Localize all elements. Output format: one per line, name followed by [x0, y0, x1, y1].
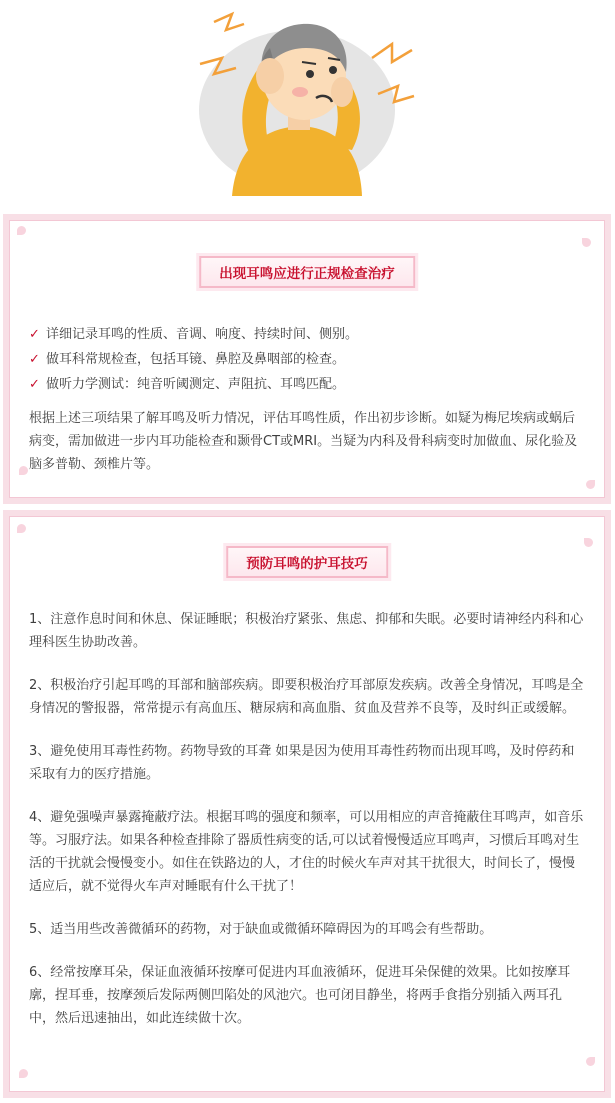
- petal-decoration: [19, 466, 28, 475]
- tinnitus-illustration: [0, 0, 615, 200]
- petal-decoration: [586, 480, 595, 489]
- list-item-text: 做听力学测试：纯音听阈测定、声阻抗、耳鸣匹配。: [46, 377, 346, 392]
- list-item-text: 做耳科常规检查，包括耳镜、鼻腔及鼻咽部的检查。: [46, 352, 346, 367]
- checkup-list: [29, 322, 589, 397]
- section-title: 预防耳鸣的护耳技巧: [226, 546, 388, 578]
- petal-decoration: [17, 226, 26, 235]
- section-title: 出现耳鸣应进行正规检查治疗: [199, 256, 415, 288]
- petal-decoration: [17, 524, 26, 533]
- petal-decoration: [19, 1069, 28, 1078]
- check-icon: ✓: [29, 327, 40, 342]
- petal-decoration: [582, 238, 591, 247]
- prevention-section: [3, 510, 611, 1098]
- tip-paragraph: 6、经常按摩耳朵，保证血液循环按摩可促进内耳血液循环，促进耳朵保健的效果。比如按摩耳廓，捏耳垂，按摩颈后发际两侧凹陷处的风池穴。也可闭目静坐，将两手食指分别插入两耳孔中，然后迅速抽出，如此连续做十次。: [29, 965, 571, 1026]
- list-item: [29, 347, 589, 372]
- tip-paragraph: 5、适当用些改善微循环的药物，对于缺血或微循环障碍因为的耳鸣会有些帮助。: [29, 922, 493, 937]
- tip-paragraph: 3、避免使用耳毒性药物。药物导致的耳聋 如果是因为使用耳毒性药物而出现耳鸣，及时停药和采取有力的医疗措施。: [29, 744, 575, 782]
- tip-paragraph: 2、积极治疗引起耳鸣的耳部和脑部疾病。即要积极治疗耳部原发疾病。改善全身情况，耳鸣是全身情况的警报器，常常提示有高血压、糖尿病和高血脂、贫血及营养不良等，及时纠正或缓解。: [29, 678, 584, 716]
- tip-paragraph: 4、避免强噪声暴露掩蔽疗法。根据耳鸣的强度和频率，可以用相应的声音掩蔽住耳鸣声，如音乐等。习服疗法。如果各种检查排除了器质性病变的话,可以试着慢慢适应耳鸣声，习惯后耳鸣对生活的干扰就会慢慢变小。如住在铁路边的人，才住的时候火车声对其干扰很大，时间长了，慢慢适应后，就不觉得火车声对睡眠有什么干扰了！: [29, 810, 584, 894]
- diagnosis-paragraph: 根据上述三项结果了解耳鸣及听力情况，评估耳鸣性质，作出初步诊断。如疑为梅尼埃病或蜗后病变，需加做进一步内耳功能检查和颞骨CT或MRI。当疑为内科及骨科病变时加做血、尿化验及脑多普勒、颈椎片等。: [29, 411, 578, 472]
- tips-list: [29, 608, 587, 1050]
- petal-decoration: [586, 1057, 595, 1066]
- checkup-section: [3, 214, 611, 504]
- check-icon: ✓: [29, 352, 40, 367]
- petal-decoration: [584, 538, 593, 547]
- list-item-text: 详细记录耳鸣的性质、音调、响度、持续时间、侧别。: [46, 327, 359, 342]
- tip-paragraph: 1、注意作息时间和休息、保证睡眠；积极治疗紧张、焦虑、抑郁和失眠。必要时请神经内科和心理科医生协助改善。: [29, 612, 584, 650]
- list-item: [29, 372, 589, 397]
- check-icon: ✓: [29, 377, 40, 392]
- list-item: [29, 322, 589, 347]
